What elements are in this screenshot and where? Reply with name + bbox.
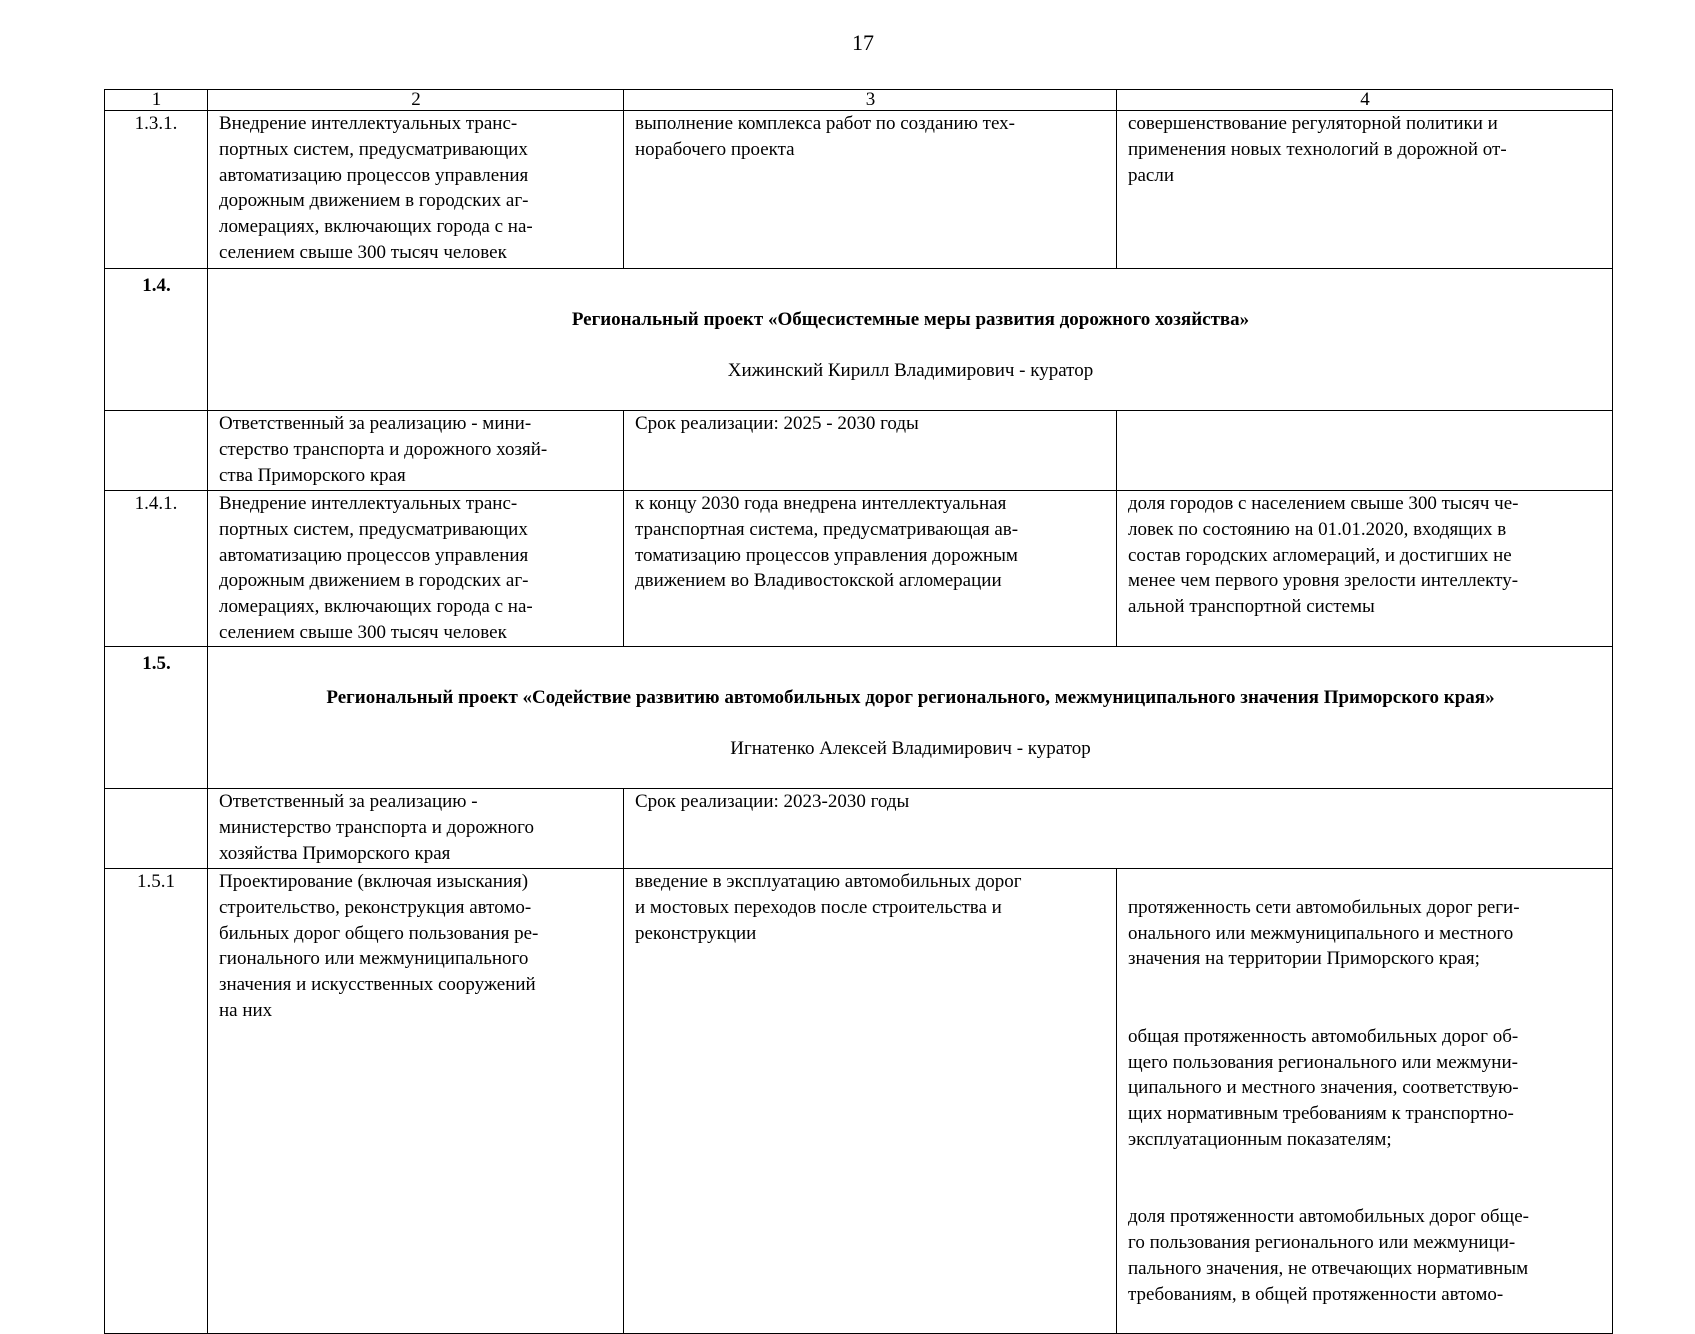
section-info-row-1-4 <box>105 410 1613 490</box>
project-heading <box>208 269 1613 411</box>
responsible-cell: Ответственный за реализацию - мини- стерство транспорта и дорожного хозяй- ства Приморского края <box>208 410 624 490</box>
project-title: Региональный проект «Общесистемные меры развития дорожного хозяйства» <box>571 308 1250 330</box>
indicator-text: общая протяженность автомобильных дорог об- щего пользования регионального или межмуни- ципального и местного значения, соответствую- щих нормативным требованиям к транспортно- эксплуатационным показателям; <box>1128 1025 1519 1150</box>
empty-cell <box>1117 410 1613 490</box>
project-heading <box>208 646 1613 788</box>
table-header-row <box>105 90 1613 111</box>
measure-cell: Внедрение интеллектуальных транс- портных систем, предусматривающих автоматизацию процессов управления дорожным движением в городских аг- ломерациях, включающих города с на- селением свыше 300 тысяч человек <box>208 111 624 269</box>
page-number: 17 <box>852 30 874 55</box>
section-number: 1.4. <box>105 269 208 411</box>
task-cell: к концу 2030 года внедрена интеллектуальная транспортная система, предусматривающая ав- томатизацию процессов управления дорожным движением во Владивостокской агломерации <box>624 490 1117 646</box>
measure-cell: Проектирование (включая изыскания) строительство, реконструкция автомо- бильных дорог общего пользования ре- гионального или межмуниципального значения и искусственных сооружений на них <box>208 868 624 1333</box>
project-curator: Игнатенко Алексей Владимирович - куратор <box>730 738 1091 760</box>
measure-cell: Внедрение интеллектуальных транс- портных систем, предусматривающих автоматизацию процессов управления дорожным движением в городских аг- ломерациях, включающих города с на- селением свыше 300 тысяч человек <box>208 490 624 646</box>
empty-cell <box>105 410 208 490</box>
section-row-1-5 <box>105 646 1613 788</box>
project-title: Региональный проект «Содействие развитию автомобильных дорог регионального, межмуниципального значения Приморского края» <box>326 686 1495 708</box>
row-number: 1.5.1 <box>105 868 208 1333</box>
indicators-cell <box>1117 868 1613 1333</box>
table-row-1-5-1 <box>105 868 1613 1333</box>
table-row-1-4-1 <box>105 490 1613 646</box>
empty-cell <box>105 788 208 868</box>
task-cell: выполнение комплекса работ по созданию тех- норабочего проекта <box>624 111 1117 269</box>
section-row-1-4 <box>105 269 1613 411</box>
indicator-text: протяженность сети автомобильных дорог реги- онального или межмуниципального и местного значения на территории Приморского края; <box>1128 896 1520 970</box>
task-cell: введение в эксплуатацию автомобильных дорог и мостовых переходов после строительства и реконструкции <box>624 868 1117 1333</box>
column-header-3: 3 <box>624 90 1117 111</box>
column-header-2: 2 <box>208 90 624 111</box>
program-table <box>104 89 1613 1334</box>
project-curator: Хижинский Кирилл Владимирович - куратор <box>727 360 1094 382</box>
section-info-row-1-5 <box>105 788 1613 868</box>
period-cell: Срок реализации: 2023-2030 годы <box>624 788 1613 868</box>
indicator-text: доля протяженности автомобильных дорог обще- го пользования регионального или межмуници- пального значения, не отвечающих нормативным требованиям, в общей протяженности автомо- <box>1128 1206 1529 1305</box>
section-number: 1.5. <box>105 646 208 788</box>
row-number: 1.4.1. <box>105 490 208 646</box>
responsible-cell: Ответственный за реализацию - министерство транспорта и дорожного хозяйства Приморского края <box>208 788 624 868</box>
row-number: 1.3.1. <box>105 111 208 269</box>
result-cell: совершенствование регуляторной политики и применения новых технологий в дорожной от- расли <box>1117 111 1613 269</box>
table-row-1-3-1 <box>105 111 1613 269</box>
result-cell: доля городов с населением свыше 300 тысяч че- ловек по состоянию на 01.01.2020, входящих в состав городских агломераций, и достигших не менее чем первого уровня зрелости интеллекту- альной транспортной системы <box>1117 490 1613 646</box>
column-header-4: 4 <box>1117 90 1613 111</box>
period-cell: Срок реализации: 2025 - 2030 годы <box>624 410 1117 490</box>
column-header-1: 1 <box>105 90 208 111</box>
